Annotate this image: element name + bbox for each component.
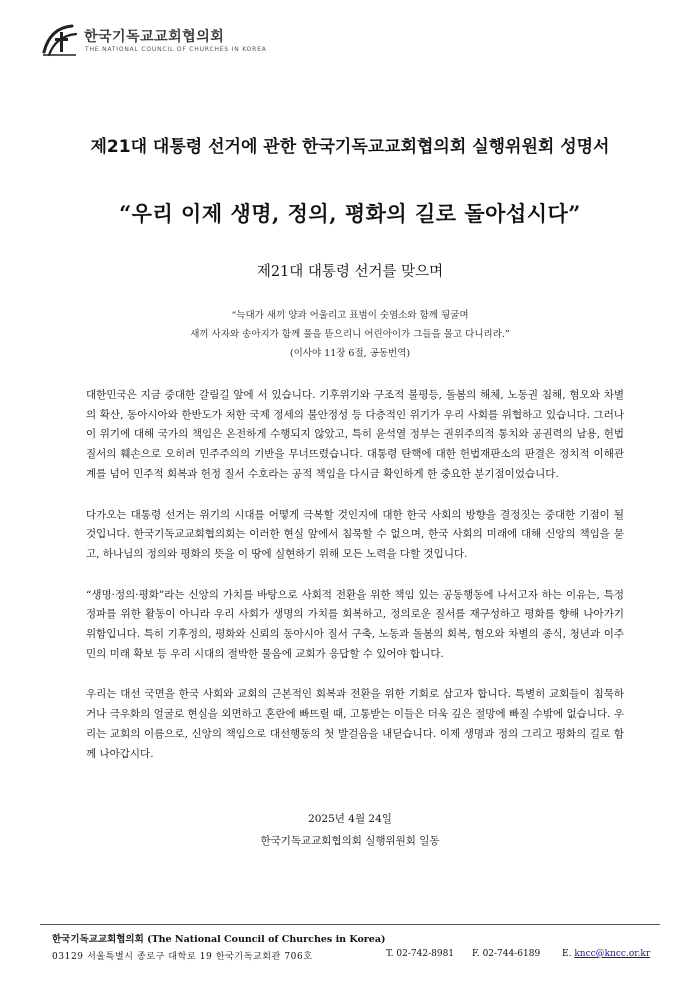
footer-contact [52, 949, 662, 963]
footer-phone: T. 02-742-8981 [386, 949, 455, 959]
statement-headline: “우리 이제 생명, 정의, 평화의 길로 돌아섭시다” [119, 201, 581, 226]
letterhead [40, 22, 680, 62]
org-name: 한국기독교교회협의회 [84, 29, 225, 45]
footer-email [562, 949, 650, 959]
paragraph-2: 다가오는 대통령 선거는 위기의 시대를 어떻게 극복할 것인지에 대한 한국 사회의 방향을 결정짓는 중대한 기점이 될 것입니다. 한국기독교교회협의회는 이러한 현실 앞에서 침묵할 수 없으며, 한국 사회의 미래에 대해 신앙의 책임을 묻고, 하나님의 정의와 평화의 뜻을 이 땅에 실현하기 위해 모든 노력을 다할 것입니다. [86, 508, 624, 560]
quote-line-2: 새끼 사자와 송아지가 함께 풀을 뜯으리니 어린아이가 그들을 몰고 다니리라.” [190, 329, 510, 340]
footer-address: 03129 서울특별시 종로구 대학로 19 한국기독교회관 706호 [52, 952, 313, 962]
kncc-logo-icon [40, 22, 80, 60]
paragraph-4: 우리는 대선 국면을 한국 사회와 교회의 근본적인 회복과 전환을 위한 기회로 삼고자 합니다. 특별히 교회들이 침묵하거나 극우화의 얼굴로 현실을 외면하고 혼란에 빠뜨릴 때, 고통받는 이들은 더욱 깊은 절망에 빠질 수밖에 없습니다. 우리는 교회의 이름으로, 신앙의 책임으로 대선행동의 첫 발걸음을 내딛습니다. 이제 생명과 정의 그리고 평화의 길로 함께 나아갑시다. [86, 688, 624, 760]
footer-org-name: 한국기독교교회협의회 (The National Council of Churches in Korea) [52, 934, 386, 945]
footer-fax: F. 02-744-6189 [472, 949, 541, 959]
footer-divider [40, 924, 660, 925]
quote-source: (이사야 11장 6절, 공동번역) [289, 348, 411, 359]
statement-date: 2025년 4월 24일 [308, 813, 392, 825]
paragraph-3: “생명·정의·평화”라는 신앙의 가치를 바탕으로 사회적 전환을 위한 책임 있는 공동행동에 나서고자 하는 이유는, 특정 정파를 위한 활동이 아니라 우리 사회가 생명의 가치를 회복하고, 정의로운 질서를 재구성하고 평화를 향해 나아가기 위함입니다. 특히 기후정의, 평화와 신뢰의 동아시아 질서 구축, 노동과 돌봄의 회복, 혐오와 차별의 종식, 청년과 이주민의 미래 확보 등 우리 시대의 절박한 물음에 교회가 응답할 수 있어야 합니다. [86, 588, 624, 660]
document-title: 제21대 대통령 선거에 관한 한국기독교교회협의회 실행위원회 성명서 [90, 137, 610, 157]
org-subtitle: THE NATIONAL COUNCIL OF CHURCHES IN KOREA [85, 46, 267, 53]
statement-signer: 한국기독교교회협의회 실행위원회 일동 [260, 835, 440, 847]
scripture-quote [0, 306, 700, 363]
statement-body [86, 386, 624, 785]
footer-email-label: E. [562, 949, 572, 959]
paragraph-1: 대한민국은 지금 중대한 갈림길 앞에 서 있습니다. 기후위기와 구조적 불평등, 돌봄의 해체, 노동권 침해, 혐오와 차별의 확산, 동아시아와 한반도가 처한 국제 정세의 불안정성 등 다층적인 위기가 우리 사회를 위협하고 있습니다. 그러나 이 위기에 대해 국가의 책임은 온전하게 수행되지 않았고, 특히 윤석열 정부는 권위주의적 통치와 공권력의 남용, 헌법 질서의 훼손으로 오히려 민주주의의 기반을 무너뜨렸습니다. 대통령 탄핵에 대한 헌법재판소의 판결은 정치적 이해관계를 넘어 민주적 회복과 헌정 질서 수호라는 공적 책임을 다시금 확인하게 한 중요한 분기점이었습니다. [86, 389, 624, 480]
statement-subtitle: 제21대 대통령 선거를 맞으며 [256, 264, 444, 280]
footer-email-link[interactable]: kncc@kncc.or.kr [574, 949, 651, 959]
quote-line-1: “늑대가 새끼 양과 어울리고 표범이 숫염소와 함께 뒹굴며 [231, 310, 469, 321]
